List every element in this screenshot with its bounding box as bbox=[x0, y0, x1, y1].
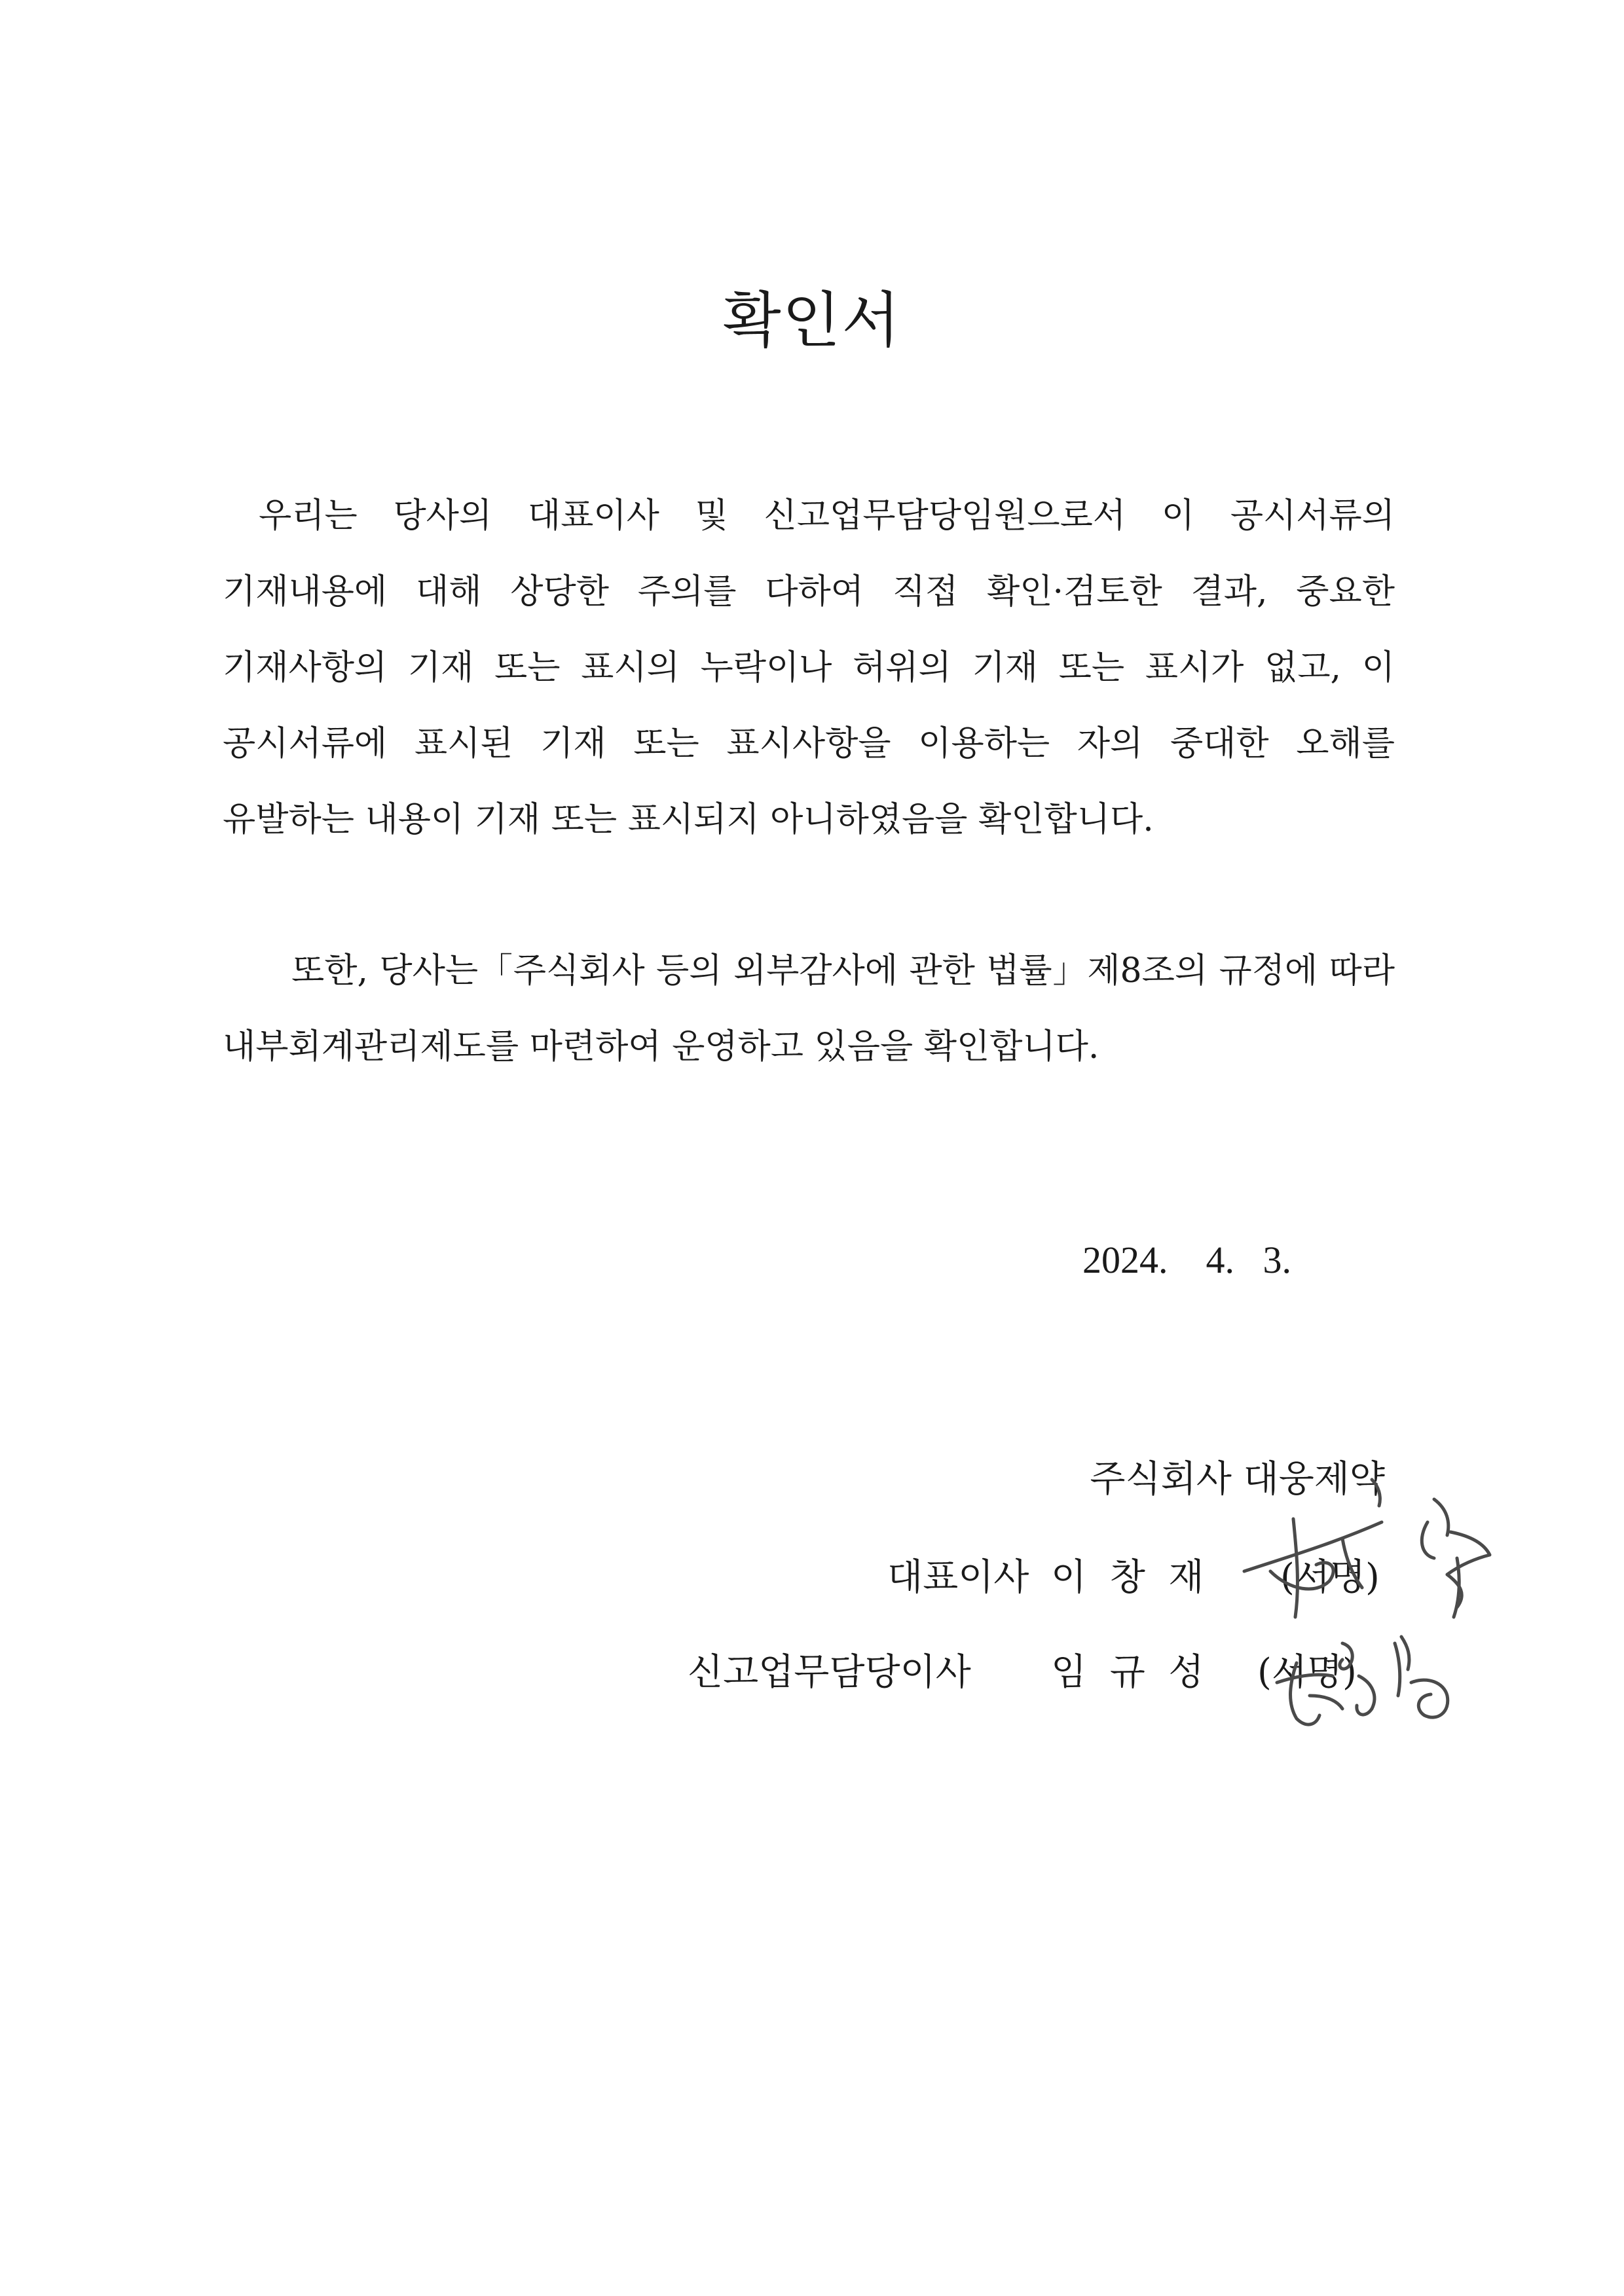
ceo-title: 대표이사 bbox=[887, 1556, 1029, 1599]
cfo-title: 신고업무담당이사 bbox=[688, 1651, 971, 1694]
cfo-signature bbox=[1251, 1597, 1467, 1748]
ceo-name: 이 창 재 bbox=[1051, 1556, 1204, 1599]
document-date: 2024. 4. 3. bbox=[1082, 1239, 1291, 1281]
confirmation-paragraph: 우리는 당사의 대표이사 및 신고업무담당임원으로서 이 공시서류의 기재내용에 대해 상당한 주의를 다하여 직접 확인·검토한 결과, 중요한 기재사항의 기재 또는 표시의 누락이나 허위의 기재 또는 표시가 없고, 이 공시서류에 표시된 기재 또는 표시사항을 이용하는 자의 중대한 오해를 유발하는 내용이 기재 또는 표시되지 아니하였음을 확인합니다. bbox=[223, 496, 1395, 839]
cfo-name: 임 규 성 bbox=[1051, 1651, 1204, 1694]
internal-control-paragraph: 또한, 당사는「주식회사 등의 외부감사에 관한 법률」제8조의 규정에 따라 내부회계관리제도를 마련하여 운영하고 있음을 확인합니다. bbox=[223, 951, 1395, 1066]
document-title: 확인서 bbox=[722, 285, 902, 355]
company-name: 주식회사 대웅제약 bbox=[1090, 1458, 1385, 1501]
ceo-sign-label: (서명) bbox=[1280, 1556, 1380, 1599]
cfo-sign-label: (서명) bbox=[1257, 1651, 1357, 1694]
